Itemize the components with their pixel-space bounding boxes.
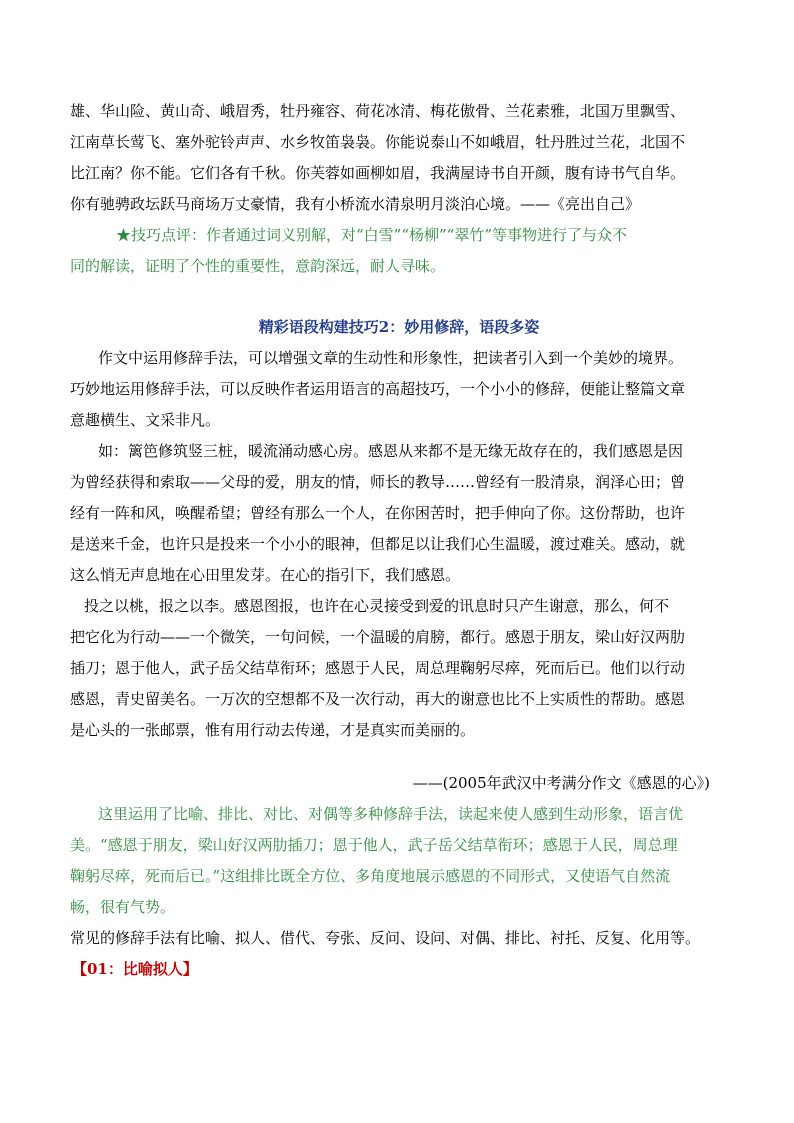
comment-line: 同的解读，证明了个性的重要性，意韵深远，耐人寻味。 <box>70 257 446 275</box>
text-line: 雄、华山险、黄山奇、峨眉秀，牡丹雍容、荷花冰清、梅花傲骨、兰花素雅，北国万里飘雪、 <box>70 102 686 120</box>
text-line: 你有驰骋政坛跃马商场万丈豪情，我有小桥流水清泉明月淡泊心境。——《亮出自己》 <box>70 195 641 213</box>
text-line: 江南草长莺飞、塞外驼铃声声、水乡牧笛袅袅。你能说泰山不如峨眉，牡丹胜过兰花，北国不 <box>70 133 686 151</box>
comment-line: 这里运用了比喻、排比、对比、对偶等多种修辞手法，读起来使人感到生动形象，语言优 <box>98 805 684 823</box>
text-line: 是心头的一张邮票，惟有用行动去传递，才是真实而美丽的。 <box>70 721 476 739</box>
text-line: 感恩，青史留美名。一万次的空想都不及一次行动，再大的谢意也比不上实质性的帮助。感恩 <box>70 690 686 708</box>
text-line: 经有一阵和风，唤醒希望；曾经有那么一个人，在你困苦时，把手伸向了你。这份帮助，也许 <box>70 504 686 522</box>
essay-excerpt-paragraph <box>70 96 728 220</box>
text-line: 是送来千金，也许只是投来一个小小的眼神，但都足以让我们心生温暖，渡过难关。感动，就 <box>70 535 686 553</box>
text-line: 这么悄无声息地在心田里发芽。在心的指引下，我们感恩。 <box>70 566 461 584</box>
section-title: 精彩语段构建技巧2：妙用修辞，语段多姿 <box>258 318 540 336</box>
text-line: 为曾经获得和索取——父母的爱，朋友的情，师长的教导……曾经有一股清泉，润泽心田；曾 <box>70 473 686 491</box>
text-line: 插刀；恩于他人，武子岳父结草衔环；感恩于人民，周总理鞠躬尽瘁，死而后已。他们以行动 <box>70 659 686 677</box>
example-paragraph-1 <box>70 436 728 591</box>
comment-line: 鞠躬尽瘁，死而后已。”这组排比既全方位、多角度地展示感恩的不同形式，又使语气自然流 <box>70 867 671 885</box>
analysis-comment <box>70 799 728 923</box>
comment-line: ★技巧点评：作者通过词义别解，对“白雪”“杨柳”“翠竹”等事物进行了与众不 <box>116 226 628 244</box>
example-paragraph-2 <box>70 591 728 746</box>
technique-comment <box>70 220 728 282</box>
text-line: 如：篱笆修筑竖三桩，暖流涌动感心房。感恩从来都不是无缘无故存在的，我们感恩是因 <box>98 442 684 460</box>
document-page <box>70 96 728 985</box>
text-line: 意趣横生、文采非凡。 <box>70 411 221 429</box>
text-line: 比江南？你不能。它们各有千秋。你芙蓉如画柳如眉，我满屋诗书自开颜，腹有诗书气自华。 <box>70 164 686 182</box>
text-line: 投之以桃，报之以李。感恩图报，也许在心灵接受到爱的讯息时只产生谢意，那么，何不 <box>84 597 670 615</box>
common-devices-line: 常见的修辞手法有比喻、拟人、借代、夸张、反问、设问、对偶、排比、衬托、反复、化用等。 <box>70 929 701 947</box>
text-line: 把它化为行动——一个微笑，一句问候，一个温暖的肩膀，都行。感恩于朋友，梁山好汉两肋 <box>70 628 686 646</box>
source-citation: ——(2005年武汉中考满分作文《感恩的心》) <box>412 774 710 792</box>
text-line: 作文中运用修辞手法，可以增强文章的生动性和形象性，把读者引入到一个美妙的境界。 <box>98 349 684 367</box>
subheading: 【01：比喻拟人】 <box>72 960 198 978</box>
text-line: 巧妙地运用修辞手法，可以反映作者运用语言的高超技巧，一个小小的修辞，便能让整篇文章 <box>70 380 686 398</box>
comment-line: 畅，很有气势。 <box>70 898 176 916</box>
comment-line: 美。“感恩于朋友，梁山好汉两肋插刀；恩于他人，武子岳父结草衔环；感恩于人民，周总理 <box>70 836 678 854</box>
intro-paragraph <box>70 343 728 436</box>
